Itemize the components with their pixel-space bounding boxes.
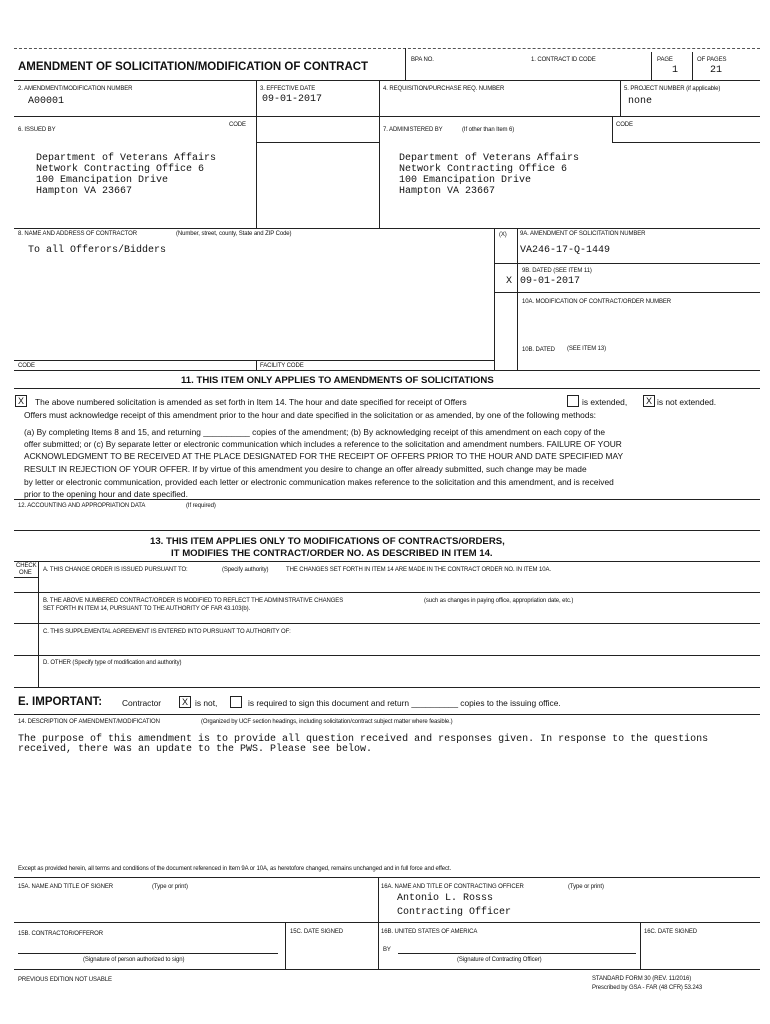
important-label: E. IMPORTANT: (18, 696, 103, 708)
except-statement: Except as provided herein, all terms and conditions of the document referenced in Item 9A or 10A, as heretofore changed, remains unchanged and in full force and effect. (18, 866, 452, 872)
contracting-officer-label: 16A. NAME AND TITLE OF CONTRACTING OFFICER (381, 884, 524, 890)
issued-code-label: CODE (229, 122, 246, 128)
important-contractor: Contractor (122, 698, 162, 708)
x-column-label: (X) (499, 232, 507, 238)
issued-by-address: Department of Veterans Affairs Network Contracting Office 6 100 Emancipation Drive Hampton VA 23667 (36, 153, 217, 197)
item-11-line-4: offer submitted; or (c) By separate letter or electronic communication which includes a reference to the solicitation and amendment numbers. FAILURE OF YOUR (24, 439, 622, 449)
item-9b-label: 9B. DATED (SEE ITEM 11) (522, 268, 592, 274)
important-is-not: is not, (195, 698, 218, 708)
item-9b-value: 09-01-2017 (520, 276, 581, 287)
item-10b-note: (SEE ITEM 13) (567, 346, 607, 352)
contractor-value: To all Offerors/Bidders (28, 245, 167, 256)
previous-edition-note: PREVIOUS EDITION NOT USABLE (18, 977, 112, 983)
contractor-signature-caption: (Signature of person authorized to sign) (83, 957, 185, 963)
effective-date-label: 3. EFFECTIVE DATE (260, 86, 316, 92)
solicitation-amended-checkbox[interactable]: X (15, 395, 27, 407)
contractor-date-signed-label: 15C. DATE SIGNED (290, 929, 343, 935)
page-label: PAGE (657, 57, 673, 63)
item-13b-text-1: B. THE ABOVE NUMBERED CONTRACT/ORDER IS MODIFIED TO REFLECT THE ADMINISTRATIVE CHANGES (43, 598, 344, 604)
item-11-line-2: Offers must acknowledge receipt of this amendment prior to the hour and date specified in the solicitation or as amended, by one of the following methods: (24, 410, 596, 420)
is-extended-checkbox[interactable] (567, 395, 579, 407)
standard-form-number: STANDARD FORM 30 (REV. 11/2016) (592, 976, 692, 982)
item-11-line-7: by letter or electronic communication, provided each letter or electronic communication makes reference to the solicitation and this amendment, and is received (24, 477, 614, 487)
officer-signature-line[interactable] (398, 953, 636, 954)
item-12-label: 12. ACCOUNTING AND APPROPRIATION DATA (18, 503, 146, 509)
of-pages-value: 21 (710, 65, 723, 76)
important-is-required: is required to sign this document and return __________ copies to the issuing office. (248, 698, 561, 708)
item-9b-mark: X (506, 276, 513, 287)
check-one-label-2: ONE (19, 570, 32, 576)
item-11-line-1: The above numbered solicitation is amended as set forth in Item 14. The hour and date specified for receipt of Offers (35, 397, 467, 407)
signer-name-note: (Type or print) (152, 884, 188, 890)
item-14-label: 14. DESCRIPTION OF AMENDMENT/MODIFICATION (18, 719, 160, 725)
item-12-note: (If required) (186, 503, 216, 509)
item-11-line-3: (a) By completing Items 8 and 15, and returning __________ copies of the amendment; (b) By acknowledging receipt of this amendment on each copy of the (24, 427, 606, 437)
item-14-description-2: received, there was an update to the PWS. Please see below. (18, 744, 373, 755)
item-11-line-8: prior to the opening hour and date specified. (24, 489, 188, 499)
effective-date-value: 09-01-2017 (262, 94, 323, 105)
not-extended-checkbox[interactable]: X (643, 395, 655, 407)
contracting-officer-note: (Type or print) (568, 884, 604, 890)
item-13-heading-2: IT MODIFIES THE CONTRACT/ORDER NO. AS DESCRIBED IN ITEM 14. (171, 548, 493, 559)
amendment-number-value: A00001 (28, 96, 65, 107)
item-13a-tail: THE CHANGES SET FORTH IN ITEM 14 ARE MADE IN THE CONTRACT ORDER NO. IN ITEM 10A. (286, 567, 551, 573)
administered-note: (If other than Item 6) (462, 127, 515, 133)
bpa-label: BPA NO. (411, 57, 434, 63)
by-label: BY (383, 947, 391, 953)
contractor-label: 8. NAME AND ADDRESS OF CONTRACTOR (18, 231, 137, 237)
administered-code-label: CODE (616, 122, 633, 128)
item-13a-text: A. THIS CHANGE ORDER IS ISSUED PURSUANT TO: (43, 567, 188, 573)
item-14-note: (Organized by UCF section headings, including solicitation/contract subject matter where feasible.) (201, 719, 453, 725)
item-11-line-5: ACKNOWLEDGMENT TO BE RECEIVED AT THE PLACE DESIGNATED FOR THE RECEIPT OF OFFERS PRIOR TO THE HOUR AND DATE SPECIFIED MAY (24, 451, 624, 461)
item-11-heading: 11. THIS ITEM ONLY APPLIES TO AMENDMENTS OF SOLICITATIONS (181, 375, 494, 386)
officer-date-signed-label: 16C. DATE SIGNED (644, 929, 697, 935)
contracting-officer-name: Antonio L. Rosss (397, 893, 494, 904)
check-one-label-1: CHECK (16, 563, 37, 569)
item-14-description-1: The purpose of this amendment is to provide all question received and responses given. In response to the questions (18, 734, 709, 745)
of-pages-label: OF PAGES (697, 57, 727, 63)
item-13-heading-1: 13. THIS ITEM APPLIES ONLY TO MODIFICATIONS OF CONTRACTS/ORDERS, (150, 536, 505, 547)
not-extended-label: is not extended. (657, 397, 717, 407)
item-9a-label: 9A. AMENDMENT OF SOLICITATION NUMBER (520, 231, 646, 237)
contracting-officer-title: Contracting Officer (397, 907, 512, 918)
contractor-offeror-label: 15B. CONTRACTOR/OFFEROR (18, 931, 103, 937)
contract-id-label: 1. CONTRACT ID CODE (531, 57, 596, 63)
issued-by-label: 6. ISSUED BY (18, 127, 56, 133)
contractor-signature-line[interactable] (18, 953, 278, 954)
amendment-number-label: 2. AMENDMENT/MODIFICATION NUMBER (18, 86, 133, 92)
item-13b-note: (such as changes in paying office, appropriation date, etc.) (424, 598, 574, 604)
requisition-label: 4. REQUISITION/PURCHASE REQ. NUMBER (383, 86, 505, 92)
form-title: AMENDMENT OF SOLICITATION/MODIFICATION OF CONTRACT (18, 61, 369, 73)
administered-by-address: Department of Veterans Affairs Network Contracting Office 6 100 Emancipation Drive Hampton VA 23667 (399, 153, 580, 197)
item-10b-label: 10B. DATED (522, 347, 555, 353)
page-value: 1 (672, 65, 679, 76)
is-extended-label: is extended, (582, 397, 628, 407)
signer-name-label: 15A. NAME AND TITLE OF SIGNER (18, 884, 114, 890)
united-states-label: 16B. UNITED STATES OF AMERICA (381, 929, 478, 935)
officer-signature-caption: (Signature of Contracting Officer) (457, 957, 542, 963)
facility-code-label: FACILITY CODE (260, 363, 304, 369)
contractor-code-label: CODE (18, 363, 35, 369)
item-13a-note: (Specify authority) (222, 567, 269, 573)
project-number-value: none (628, 96, 653, 107)
item-10a-label: 10A. MODIFICATION OF CONTRACT/ORDER NUMBER (522, 299, 672, 305)
item-11-line-6: RESULT IN REJECTION OF YOUR OFFER. If by virtue of this amendment you desire to change an offer already submitted, such change may be made (24, 464, 587, 474)
prescribed-by-note: Prescribed by GSA - FAR (48 CFR) 53.243 (592, 985, 703, 991)
item-13c-text: C. THIS SUPPLEMENTAL AGREEMENT IS ENTERED INTO PURSUANT TO AUTHORITY OF: (43, 629, 291, 635)
administered-by-label: 7. ADMINISTERED BY (383, 127, 443, 133)
item-9a-value: VA246-17-Q-1449 (520, 245, 611, 256)
item-13d-text: D. OTHER (Specify type of modification and authority) (43, 660, 182, 666)
contractor-is-not-checkbox[interactable]: X (179, 696, 191, 708)
project-number-label: 5. PROJECT NUMBER (if applicable) (624, 86, 721, 92)
item-13b-text-2: SET FORTH IN ITEM 14, PURSUANT TO THE AUTHORITY OF FAR 43.103(b). (43, 606, 251, 612)
contractor-is-required-checkbox[interactable] (230, 696, 242, 708)
contractor-note: (Number, street, county, State and ZIP Code) (176, 231, 292, 237)
top-dashed-border (14, 48, 760, 49)
